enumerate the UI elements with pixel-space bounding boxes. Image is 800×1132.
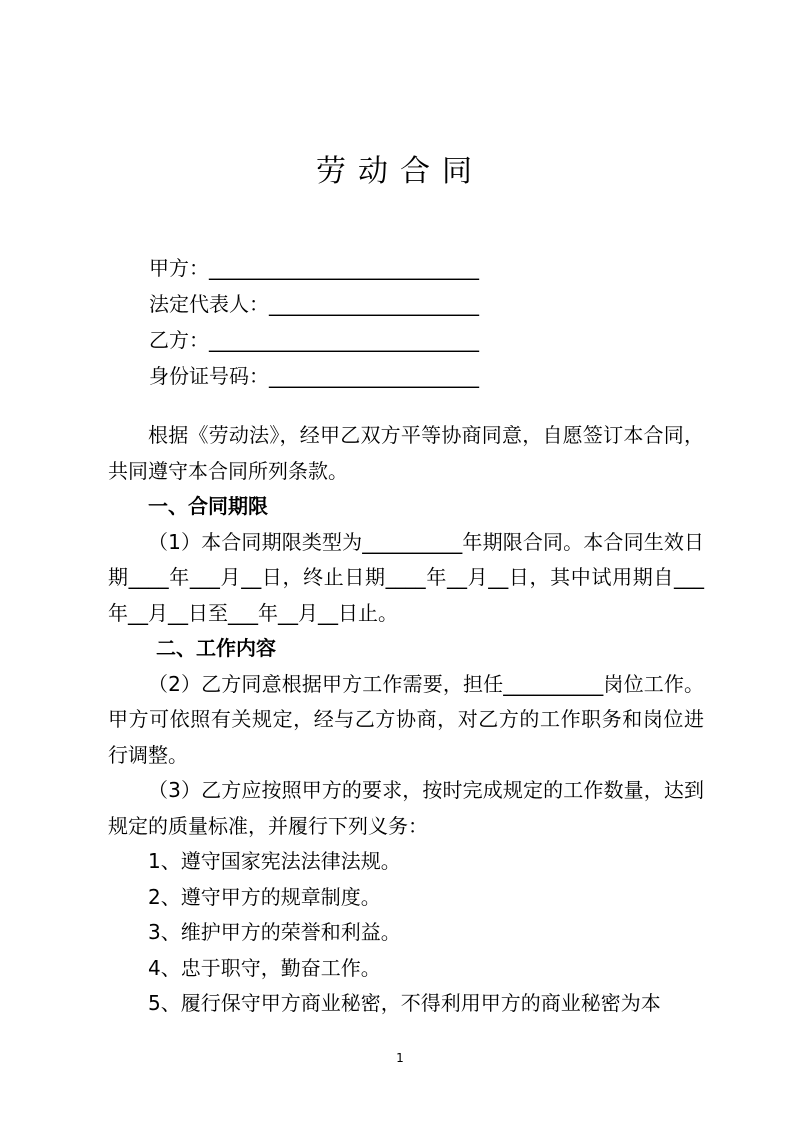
clause-1-paragraph: （1）本合同期限类型为__________年期限合同。本合同生效日期____年___月__日，终止日期____年__月__日，其中试用期自___年__月__日至___年__月__日止。 [108, 529, 704, 625]
contract-body [108, 418, 704, 1022]
clause-2-paragraph: （2）乙方同意根据甲方工作需要，担任__________岗位工作。甲方可依照有关规定，经与乙方协商，对乙方的工作职务和岗位进行调整。 [108, 671, 704, 767]
duty-item: 2、遵守甲方的规章制度。 [148, 884, 381, 909]
duty-item: 3、维护甲方的荣誉和利益。 [148, 920, 401, 944]
legal-representative-field: 法定代表人：_____________________ [149, 292, 479, 316]
document-title: 劳动合同 [316, 154, 484, 189]
page-number: 1 [396, 1051, 404, 1065]
party-a-field: 甲方：___________________________ [149, 256, 479, 280]
intro-paragraph: 根据《劳动法》，经甲乙双方平等协商同意，自愿签订本合同，共同遵守本合同所列条款。 [108, 423, 704, 483]
duty-item: 5、履行保守甲方商业秘密，不得利用甲方的商业秘密为本 [148, 991, 661, 1015]
section-heading-work: 二、工作内容 [156, 636, 276, 660]
section-heading-term: 一、合同期限 [148, 494, 268, 518]
id-number-field: 身份证号码：_____________________ [149, 364, 479, 388]
party-fields [149, 250, 479, 394]
clause-3-paragraph: （3）乙方应按照甲方的要求，按时完成规定的工作数量，达到规定的质量标准，并履行下列义务： [108, 778, 704, 838]
party-b-field: 乙方：___________________________ [149, 328, 479, 352]
duty-item: 4、忠于职守，勤奋工作。 [148, 955, 381, 980]
duty-item: 1、遵守国家宪法法律法规。 [148, 849, 401, 873]
